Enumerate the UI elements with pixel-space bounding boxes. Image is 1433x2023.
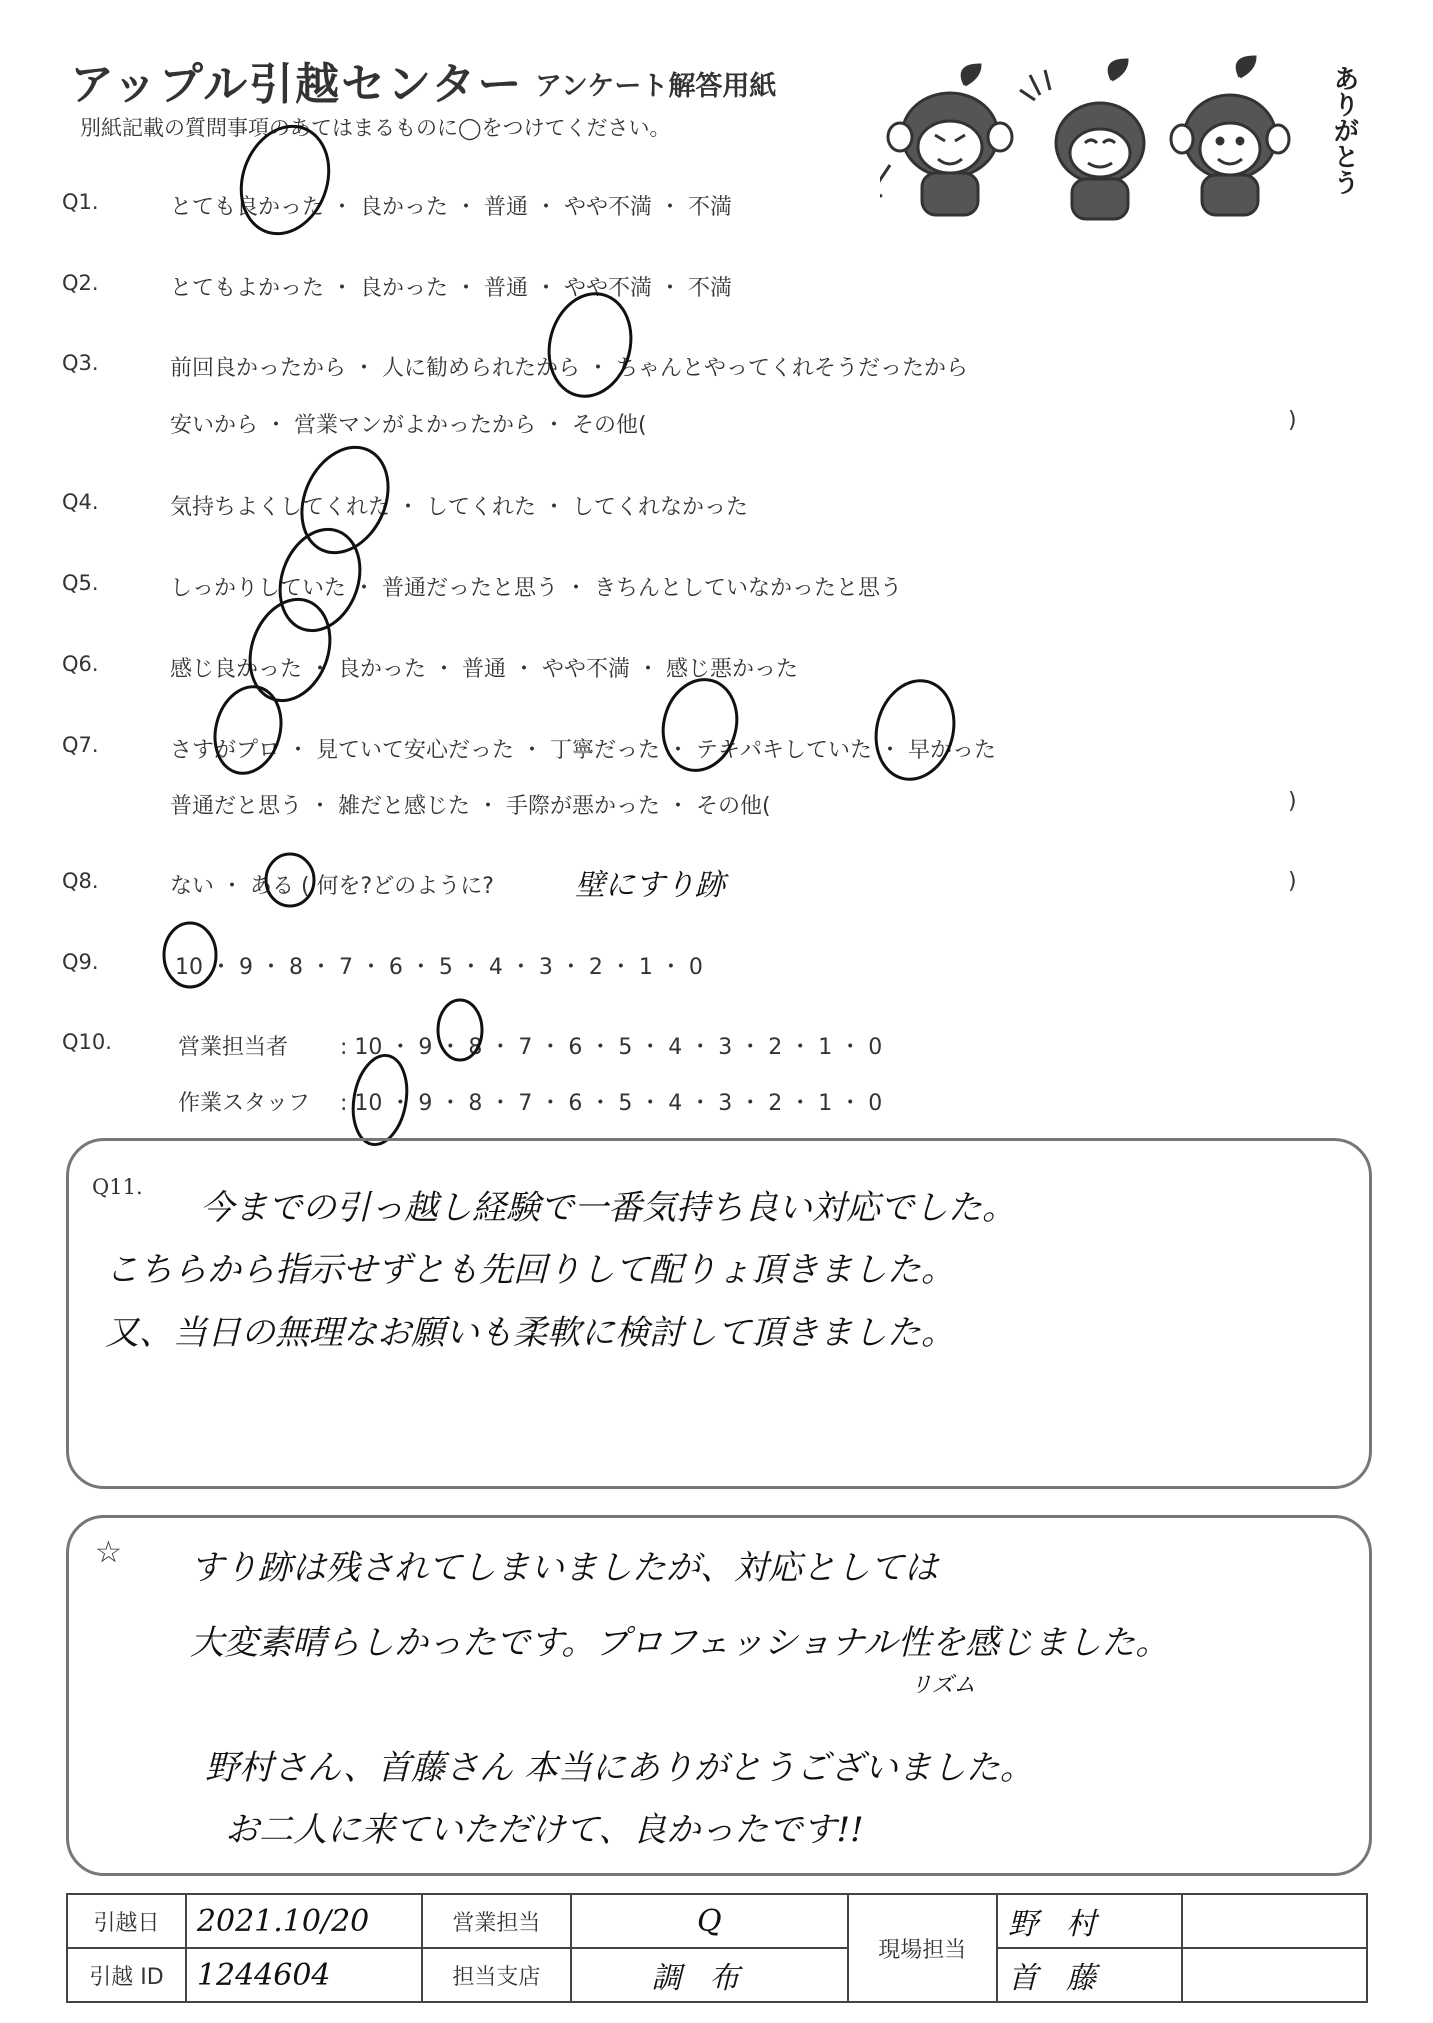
- q8-options: ない ・ ある ( 何を?どのように?: [170, 874, 494, 899]
- comment-line-3: 野村さん、首藤さん 本当にありがとうございました。: [205, 1748, 1034, 1788]
- thanks-text: ありがとう: [1329, 65, 1359, 195]
- q10-label: Q10.: [62, 1030, 112, 1054]
- move-date-label: 引越日: [67, 1894, 186, 1948]
- star-icon: ☆: [95, 1535, 122, 1570]
- site-staff-1: 野村: [997, 1894, 1182, 1948]
- q4-label: Q4.: [62, 490, 99, 514]
- q1-options: とても良かった ・ 良かった ・ 普通 ・ やや不満 ・ 不満: [170, 195, 732, 220]
- q8-close-paren: ): [1288, 869, 1297, 894]
- q2-label: Q2.: [62, 271, 99, 295]
- q9-label: Q9.: [62, 950, 99, 974]
- q5-options: しっかりしていた ・ 普通だったと思う ・ きちんとしていなかったと思う: [170, 576, 902, 601]
- comment-line-1: すり跡は残されてしまいましたが、対応としては: [190, 1548, 938, 1588]
- q11-line-1: 今までの引っ越し経験で一番気持ち良い対応でした。: [200, 1188, 1016, 1228]
- q11-line-3: 又、当日の無理なお願いも柔軟に検討して頂きました。: [105, 1313, 955, 1353]
- footer-info-table: [66, 1893, 1368, 2003]
- q2-options: とてもよかった ・ 良かった ・ 普通 ・ やや不満 ・ 不満: [170, 276, 732, 301]
- q3-options-line2: 安いから ・ 営業マンがよかったから ・ その他(: [170, 413, 647, 438]
- q10-sales-scale: : 10 ・ 9 ・ 8 ・ 7 ・ 6 ・ 5 ・ 4 ・ 3 ・ 2 ・ 1 ・ 0: [340, 1035, 883, 1060]
- move-id-label: 引越 ID: [67, 1948, 186, 2002]
- site-staff-extra-cell-1: [1182, 1894, 1367, 1948]
- instruction-text: 別紙記載の質問事項のあてはまるものに◯をつけてください。: [80, 116, 671, 140]
- q7-options-line2: 普通だと思う ・ 雑だと感じた ・ 手際が悪かった ・ その他(: [170, 794, 771, 819]
- q11-label: Q11.: [92, 1175, 143, 1199]
- site-staff-2: 首藤: [997, 1948, 1182, 2002]
- move-id-value: 1244604: [186, 1948, 422, 2002]
- q10-sales-label: 営業担当者: [178, 1035, 289, 1060]
- sales-rep-label: 営業担当: [422, 1894, 571, 1948]
- q7-options-line1: さすがプロ ・ 見ていて安心だった ・ 丁寧だった ・ テキパキしていた ・ 早かった: [170, 738, 996, 763]
- q6-options: 感じ良かった ・ 良かった ・ 普通 ・ やや不満 ・ 感じ悪かった: [170, 657, 798, 682]
- site-staff-extra-cell-2: [1182, 1948, 1367, 2002]
- q1-label: Q1.: [62, 190, 99, 214]
- form-subtitle: アンケート解答用紙: [535, 71, 777, 102]
- site-staff-label: 現場担当: [848, 1894, 997, 2002]
- q6-label: Q6.: [62, 652, 99, 676]
- q5-label: Q5.: [62, 571, 99, 595]
- q9-scale: 10 ・ 9 ・ 8 ・ 7 ・ 6 ・ 5 ・ 4 ・ 3 ・ 2 ・ 1 ・ 0: [175, 955, 703, 980]
- q11-line-2: こちらから指示せずとも先回りして配りょ頂きました。: [105, 1250, 955, 1290]
- branch-label: 担当支店: [422, 1948, 571, 2002]
- q7-label: Q7.: [62, 733, 99, 757]
- q7-close-paren: ): [1288, 789, 1297, 814]
- q4-options: 気持ちよくしてくれた ・ してくれた ・ してくれなかった: [170, 495, 748, 520]
- comment-line-2: 大変素晴らしかったです。プロフェッショナル性を感じました。: [190, 1623, 1170, 1663]
- sales-rep-value: Q: [571, 1894, 847, 1948]
- comment-annotation: リズム: [910, 1673, 976, 1698]
- branch-value: 調布: [571, 1948, 847, 2002]
- q10-staff-scale: : 10 ・ 9 ・ 8 ・ 7 ・ 6 ・ 5 ・ 4 ・ 3 ・ 2 ・ 1 ・ 0: [340, 1091, 883, 1116]
- q10-staff-label: 作業スタッフ: [178, 1091, 311, 1116]
- q3-label: Q3.: [62, 351, 99, 375]
- comment-line-4: お二人に来ていただけて、良かったです!!: [225, 1810, 864, 1850]
- q8-label: Q8.: [62, 869, 99, 893]
- q3-options-line1: 前回良かったから ・ 人に勧められたから ・ ちゃんとやってくれそうだったから: [170, 356, 968, 381]
- company-title: アップル引越センター: [70, 59, 524, 110]
- move-date-value: 2021.10/20: [186, 1894, 422, 1948]
- q8-handwritten-answer: 壁にすり跡: [575, 868, 725, 903]
- q3-close-paren: ): [1288, 408, 1297, 433]
